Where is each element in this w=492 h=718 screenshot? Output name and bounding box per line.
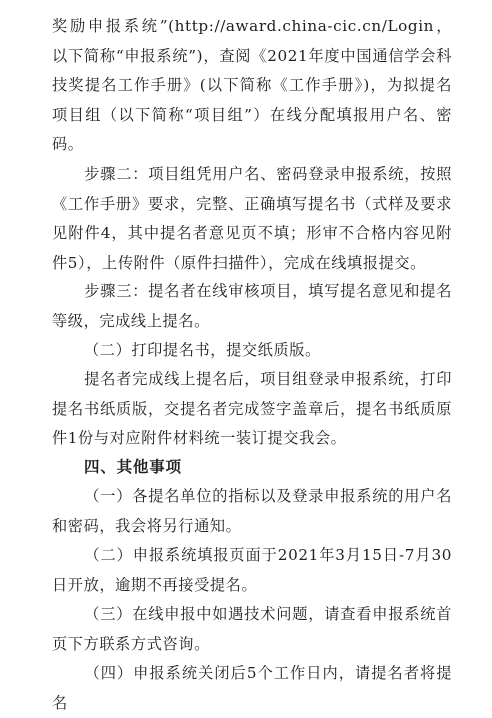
list-item-tech-support xyxy=(52,600,452,659)
list-item-quota xyxy=(52,482,452,541)
list-item-text: （三）在线申报中如遇技术问题，请查看申报系统首页下方联系方式咨询。 xyxy=(52,605,452,653)
paragraph-paper-version xyxy=(52,365,452,454)
list-item-after-close xyxy=(52,659,452,718)
paragraph-text: 提名者完成线上提名后，项目组登录申报系统，打印提名书纸质版，交提名者完成签字盖章后，提名书纸质原件1份与对应附件材料统一装订提交我会。 xyxy=(52,370,452,447)
list-item-open-dates xyxy=(52,541,452,600)
paragraph-text: 步骤二：项目组凭用户名、密码登录申报系统，按照《工作手册》要求，完整、正确填写提名书（式样及要求见附件4，其中提名者意见页不填；形审不合格内容见附件5），上传附件（原件扫描件），完成在线填报提交。 xyxy=(52,165,452,272)
paragraph-print-submit xyxy=(52,336,452,366)
list-item-text: （一）各提名单位的指标以及登录申报系统的用户名和密码，我会将另行通知。 xyxy=(52,487,452,535)
list-item-text: （四）申报系统关闭后5个工作日内，请提名者将提名 xyxy=(52,664,452,712)
section-heading: 四、其他事项 xyxy=(84,458,182,476)
paragraph-step-three xyxy=(52,277,452,336)
paragraph-text: 奖励申报系统”(http://award.china-cic.cn/Login，以下简称“申报系统”)，查阅《2021年度中国通信学会科技奖提名工作手册》(以下简称《工作手册》)，为拟提名项目组（以下简称“项目组”）在线分配填报用户名、密码。 xyxy=(52,17,452,153)
paragraph-login-intro xyxy=(52,12,452,160)
list-item-text: （二）申报系统填报页面于2021年3月15日-7月30日开放，逾期不再接受提名。 xyxy=(52,546,452,594)
paragraph-text: 步骤三：提名者在线审核项目，填写提名意见和提名等级，完成线上提名。 xyxy=(52,282,452,330)
paragraph-text: （二）打印提名书，提交纸质版。 xyxy=(84,341,321,359)
paragraph-step-two xyxy=(52,160,452,278)
